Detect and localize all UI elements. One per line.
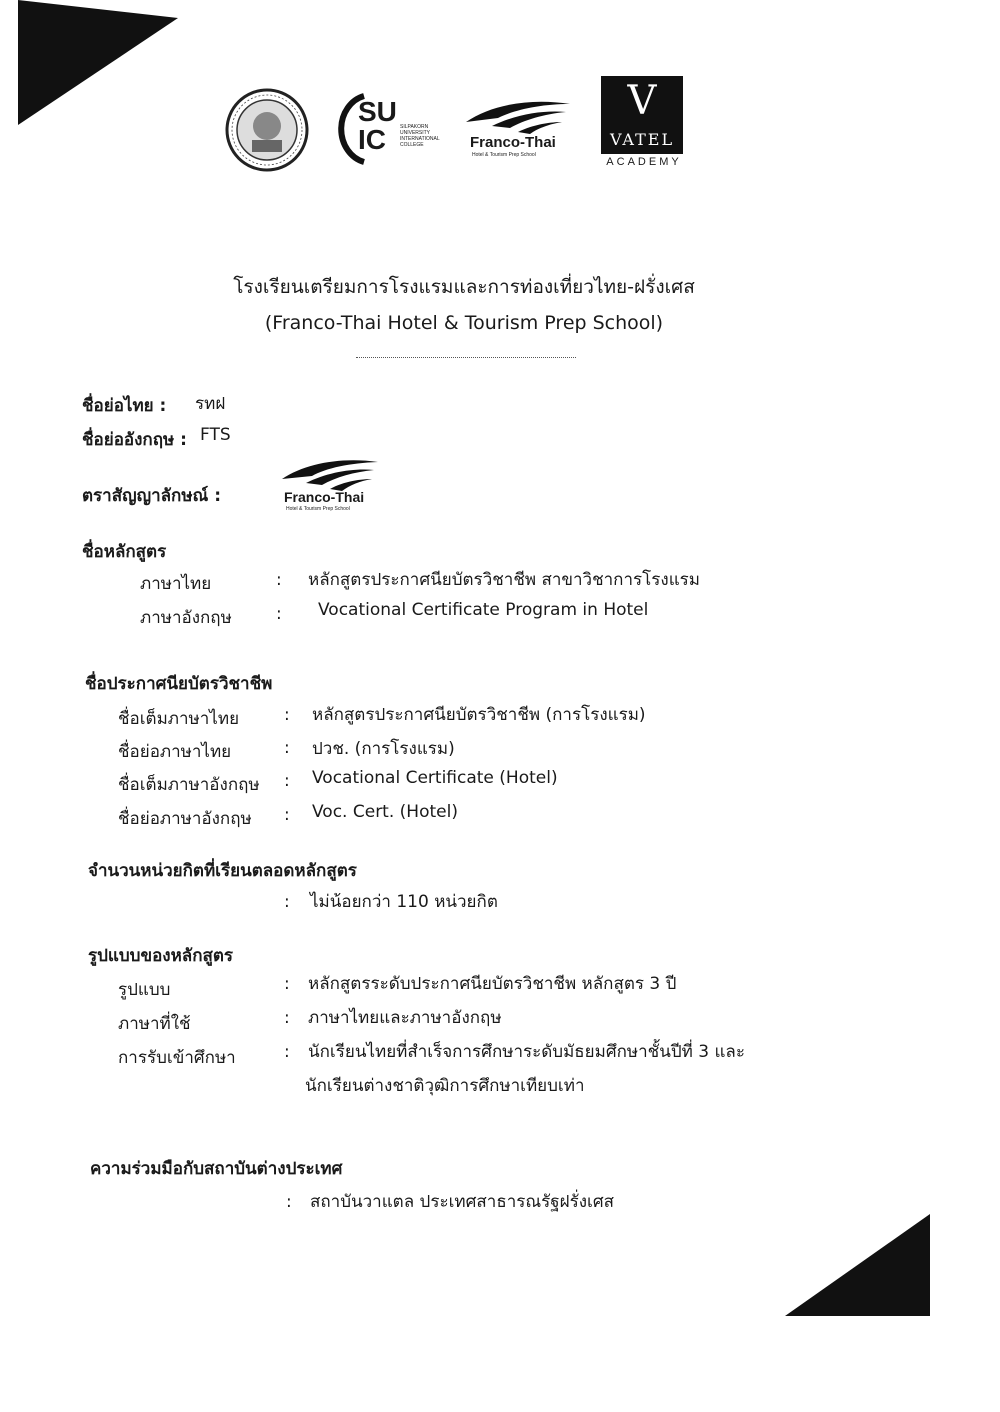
credits-value: ไม่น้อยกว่า 110 หน่วยกิต xyxy=(310,892,498,912)
format-row-continuation: นักเรียนต่างชาติวุฒิการศึกษาเทียบเท่า xyxy=(305,1076,585,1096)
emblem-label: ตราสัญญาลักษณ์ : xyxy=(82,486,222,506)
program-english-label: ภาษาอังกฤษ xyxy=(140,608,232,628)
suic-subtitle: SILPAKORN UNIVERSITY INTERNATIONAL COLLEGE xyxy=(400,124,440,148)
certificate-row-label: ชื่อย่อภาษาไทย xyxy=(118,742,232,762)
suic-logo xyxy=(338,92,438,166)
suic-line1: SU xyxy=(358,96,397,127)
abbr-thai-value: รทฝ xyxy=(195,394,226,414)
format-row-value: นักเรียนไทยที่สำเร็จการศึกษาระดับมัธยมศึกษาชั้นปีที่ 3 และ xyxy=(308,1042,745,1062)
bottom-right-corner-mark xyxy=(770,1200,950,1330)
format-heading: รูปแบบของหลักสูตร xyxy=(88,946,234,966)
cooperation-colon: : xyxy=(286,1192,292,1212)
credits-heading: จำนวนหน่วยกิตที่เรียนตลอดหลักสูตร xyxy=(88,861,357,881)
franco-thai-emblem-subtitle: Hotel & Tourism Prep School xyxy=(286,506,350,512)
page-title-english: (Franco-Thai Hotel & Tourism Prep School) xyxy=(264,312,664,334)
franco-thai-name: Franco-Thai xyxy=(470,134,556,151)
franco-thai-swoosh-icon xyxy=(462,96,574,136)
format-row-value: หลักสูตรระดับประกาศนียบัตรวิชาชีพ หลักสูตร 3 ปี xyxy=(308,974,677,994)
franco-thai-emblem-swoosh-icon xyxy=(278,455,382,493)
format-row-label: ภาษาที่ใช้ xyxy=(118,1014,191,1034)
certificate-row-label: ชื่อเต็มภาษาอังกฤษ xyxy=(118,775,260,795)
format-row-label: รูปแบบ xyxy=(118,980,171,1000)
format-row-colon: : xyxy=(284,1008,290,1028)
abbr-english-value: FTS xyxy=(200,425,231,445)
franco-thai-emblem-name: Franco-Thai xyxy=(284,489,365,505)
vatel-letter: V xyxy=(627,78,657,124)
format-row-value: ภาษาไทยและภาษาอังกฤษ xyxy=(308,1008,502,1028)
program-english-colon: : xyxy=(276,604,282,624)
certificate-row-colon: : xyxy=(284,805,290,825)
program-thai-colon: : xyxy=(276,570,282,590)
title-divider xyxy=(356,357,576,358)
certificate-row-colon: : xyxy=(284,738,290,758)
franco-thai-subtitle: Hotel & Tourism Prep School xyxy=(472,152,536,158)
credits-colon: : xyxy=(284,892,290,912)
vatel-subtitle: ACADEMY xyxy=(606,156,682,168)
franco-thai-logo-emblem xyxy=(278,455,382,515)
certificate-row-value: หลักสูตรประกาศนียบัตรวิชาชีพ (การโรงแรม) xyxy=(312,705,646,725)
format-row-label: การรับเข้าศึกษา xyxy=(118,1048,236,1068)
program-thai-value: หลักสูตรประกาศนียบัตรวิชาชีพ สาขาวิชาการโรงแรม xyxy=(308,570,701,590)
format-row-colon: : xyxy=(284,1042,290,1062)
certificate-row-value: ปวช. (การโรงแรม) xyxy=(312,739,455,759)
certificate-row-colon: : xyxy=(284,771,290,791)
abbr-thai-label: ชื่อย่อไทย : xyxy=(82,396,167,416)
program-heading: ชื่อหลักสูตร xyxy=(82,542,167,562)
certificate-row-label: ชื่อย่อภาษาอังกฤษ xyxy=(118,809,252,829)
format-row-colon: : xyxy=(284,974,290,994)
program-thai-label: ภาษาไทย xyxy=(140,574,212,594)
certificate-row-value: Vocational Certificate (Hotel) xyxy=(312,768,558,788)
certificate-row-label: ชื่อเต็มภาษาไทย xyxy=(118,709,240,729)
certificate-heading: ชื่อประกาศนียบัตรวิชาชีพ xyxy=(85,674,273,694)
abbr-english-label: ชื่อย่ออังกฤษ : xyxy=(82,430,187,450)
certificate-row-value: Voc. Cert. (Hotel) xyxy=(312,802,458,822)
program-english-value: Vocational Certificate Program in Hotel xyxy=(318,600,649,620)
certificate-row-colon: : xyxy=(284,705,290,725)
cooperation-heading: ความร่วมมือกับสถาบันต่างประเทศ xyxy=(90,1159,343,1179)
vatel-academy-logo xyxy=(600,76,688,174)
page-title-thai: โรงเรียนเตรียมการโรงแรมและการท่องเที่ยวไทย-ฝรั่งเศส xyxy=(233,276,695,298)
chula-seal-logo xyxy=(222,88,312,172)
top-left-corner-mark xyxy=(0,0,190,130)
cooperation-value: สถาบันวาแตล ประเทศสาธารณรัฐฝรั่งเศส xyxy=(310,1192,615,1212)
suic-line2: IC xyxy=(358,124,386,155)
franco-thai-logo-header xyxy=(462,96,574,162)
vatel-name: VATEL xyxy=(609,130,675,149)
chula-seal-icon xyxy=(222,88,312,172)
